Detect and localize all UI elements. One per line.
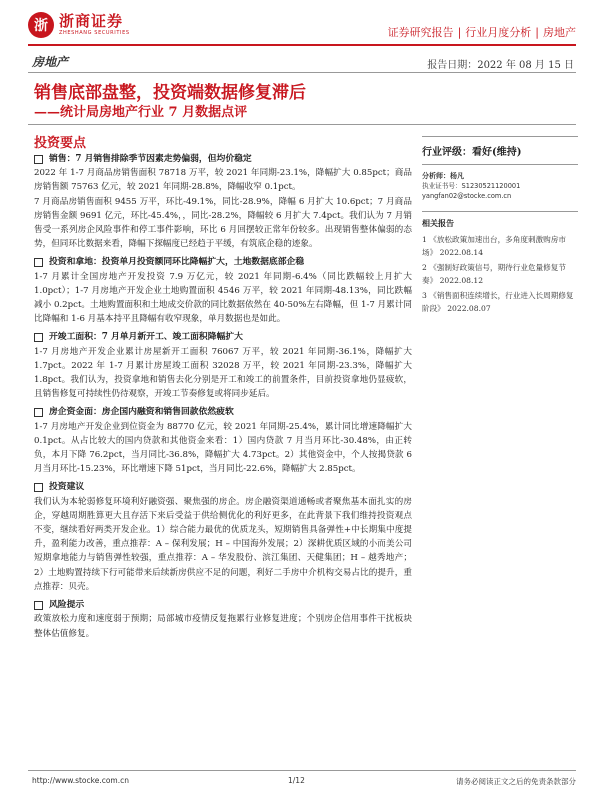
breadcrumb-separator: | (535, 26, 539, 39)
checkbox-bullet-icon (34, 483, 43, 492)
divider (28, 124, 576, 125)
report-header (28, 10, 576, 46)
section-investment (34, 255, 412, 326)
section-heading: 投资建议 (49, 482, 85, 493)
page-title: 销售底部盘整，投资端数据修复滞后 (34, 83, 306, 103)
key-points-body (34, 152, 412, 645)
sidebar (422, 136, 578, 317)
breadcrumb (388, 24, 576, 40)
footer-disclaimer: 请务必阅读正文之后的免责条款部分 (456, 777, 576, 786)
footer-divider (28, 770, 576, 771)
section-recommendation (34, 480, 412, 594)
logo-name: 浙商证券 (59, 12, 124, 30)
divider (422, 164, 578, 165)
paragraph: 政策放松力度和速度弱于预期；局部城市疫情反复拖累行业修复进度；个别房企信用事件干扰板块整体估值修复。 (34, 614, 412, 639)
section-heading: 销售：7 月销售排除季节因素走势偏弱，但均价稳定 (49, 154, 252, 164)
checkbox-bullet-icon (34, 155, 43, 164)
analyst-name: 分析师：杨凡 (422, 172, 464, 180)
analyst-license: 执业证书号：S1230521120001 (422, 182, 521, 190)
page-subtitle: ——统计局房地产行业 7 月数据点评 (34, 105, 248, 120)
header-divider (28, 44, 576, 46)
logo-name-en: ZHESHANG SECURITIES (59, 30, 130, 36)
section-sales (34, 152, 412, 251)
section-heading: 房企资金面：房企国内融资和销售回款依然疲软 (49, 407, 234, 418)
section-heading: 投资和拿地：投资单月投资额同环比降幅扩大，土地数据底部企稳 (49, 257, 305, 268)
logo (28, 12, 130, 38)
checkbox-bullet-icon (34, 258, 43, 267)
analyst-info (422, 171, 578, 201)
paragraph: 我们认为本轮弱修复环境利好融资强、聚焦强的房企。房企融资渠道通畅或者聚焦基本面扎实的房企，穿越周期胜算更大且存活下来后受益于供给侧优化的利好更多，在此背景下我们维持投资观点不变，继续看好两类开发企业。1）综合能力最优的优质龙头，短期销售具备弹性+中长期集中度提升，盈利能力改善，重点推荐：A – 保利发展；H – 中国海外发展；2）深耕优质区域的小而美公司短期拿地能力与销售弹性较强，重点推荐：A – 华发股份、滨江集团、天健集团；H – 越秀地产；2）土地购置持续下行可能带来后续新房供应不足的问题，利好二手房中介机构交易占比的提升，重点推荐：贝壳。 (34, 496, 412, 592)
logo-mark-icon: 浙 (28, 12, 54, 38)
section-heading: 开竣工面积：7 月单月新开工、竣工面积降幅扩大 (49, 332, 243, 343)
breadcrumb-separator: | (457, 26, 462, 39)
breadcrumb-item: 证券研究报告 (387, 26, 454, 39)
section-construction (34, 330, 412, 401)
sector-label: 房地产 (32, 55, 69, 69)
related-reports-list (422, 233, 578, 315)
divider (28, 72, 576, 73)
section-risk (34, 598, 412, 641)
paragraph: 1-7 月房地产开发企业到位资金为 88770 亿元，较 2021 年同期-25.4%，累计同比增速降幅扩大 0.1pct。从占比较大的国内贷款和其他资金来看：1）国内贷款 7 月当月环比-30.48%，由正转负，本月下降 76.2pct，当月同比-36.8%，降幅扩大 4.73pct。2）其他资金中，个人按揭贷款 6 月当月环比-15.23%，环比增速下降 51pct，当月同比-22.6%，降幅扩大 2.85pct。 (34, 421, 412, 475)
paragraph: 1-7 月累计全国房地产开发投资 7.9 万亿元，较 2021 年同期-6.4%（同比跌幅较上月扩大 1.0pct）；1-7 月房地产开发企业土地购置面积 4546 万平，较 2021 年同期-48.13%，同比跌幅减小 0.2pct。土地购置面积和土地成交价款的同比数据依然在 40-50%左右降幅，但 1-7 月累计同比降幅和 1-6 月基本持平且降幅有收窄现象，单月数据也是如此。 (34, 271, 412, 325)
key-points-heading: 投资要点 (34, 136, 87, 151)
analyst-email[interactable]: yangfan02@stocke.com.cn (422, 192, 512, 200)
checkbox-bullet-icon (34, 601, 43, 610)
related-reports-heading: 相关报告 (422, 211, 578, 229)
section-heading: 风险提示 (49, 600, 85, 611)
footer-website-link[interactable]: http://www.stocke.com.cn (32, 776, 129, 785)
industry-rating: 行业评级：看好(维持) (422, 147, 522, 158)
checkbox-bullet-icon (34, 333, 43, 342)
section-funding (34, 405, 412, 476)
paragraph: 7 月商品房销售面积 9455 万平，环比-49.1%，同比-28.9%，降幅 6 月扩大 10.6pct；7 月商品房销售金额 9691 亿元，环比-45.4%，，同比-28.2%，降幅较 6 月扩大 7.4pct。我们认为 7 月销售受一系列房企风险事件和停工事件影响，环比 6 月回摆较正常年份较多。出现销售整体偏弱的态势，但同环比数据来看，降幅下探幅度已经趋于平缓，有筑底企稳的迹象。 (34, 196, 412, 250)
breadcrumb-item: 行业月度分析 (465, 26, 532, 39)
breadcrumb-item: 房地产 (543, 26, 576, 39)
related-report-item[interactable]: 1 《放松政策加速出台，多角度刺激购房市场》 2022.08.14 (422, 235, 566, 257)
paragraph: 2022 年 1-7 月商品房销售面积 78718 万平，较 2021 年同期-23.1%，降幅扩大 0.85pct；商品房销售额 75763 亿元，较 2021 年同期-28.8%，降幅收窄 0.1pct。 (34, 168, 412, 193)
paragraph: 1-7 月房地产开发企业累计房屋新开工面积 76067 万平，较 2021 年同期-36.1%，降幅扩大 1.7pct。2022 年 1-7 月累计房屋竣工面积 32028 万平，较 2021 年同期-23.3%，降幅扩大 1.8pct。我们认为，投资拿地和销售去化分别是开工和竣工的前置条件，目前投资拿地仍显疲软，且销售修复可持续性仍待观察，开竣工节奏修复或将同步延后。 (34, 346, 412, 400)
related-report-item[interactable]: 2 《强制好政策信号，期待行业危量修复节奏》 2022.08.12 (422, 263, 566, 285)
report-date: 报告日期：2022 年 08 月 15 日 (427, 60, 574, 71)
related-report-item[interactable]: 3 《销售面积连续增长，行业进入长周期修复阶段》 2022.08.07 (422, 291, 574, 313)
checkbox-bullet-icon (34, 408, 43, 417)
divider (422, 136, 578, 137)
page-number: 1/12 (288, 776, 305, 785)
